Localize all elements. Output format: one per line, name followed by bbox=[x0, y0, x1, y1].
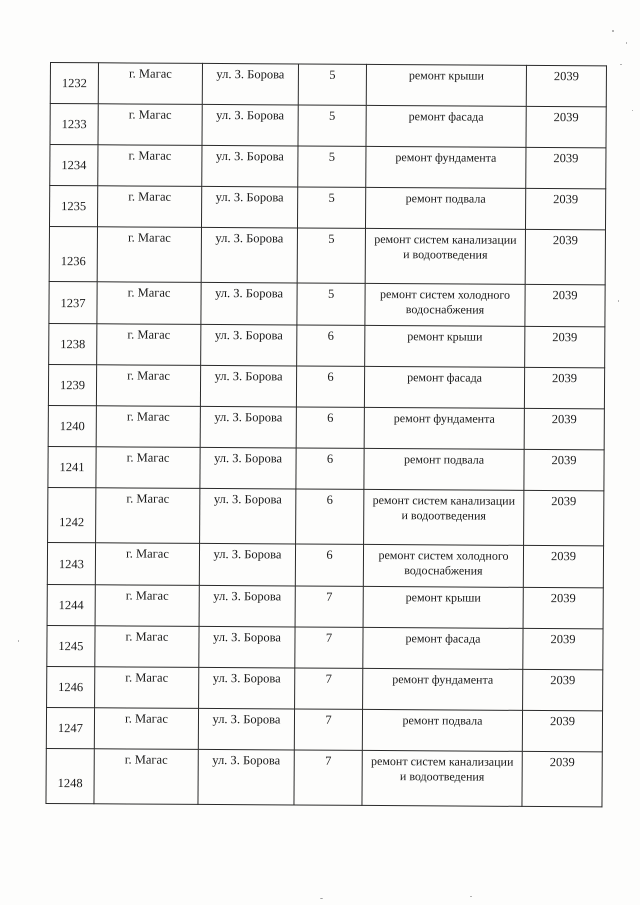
city-cell: г. Магас bbox=[96, 447, 200, 489]
table-row bbox=[48, 487, 604, 545]
work-type-cell: ремонт крыши bbox=[366, 64, 526, 106]
table-row bbox=[49, 323, 605, 367]
work-type-cell: ремонт подвала bbox=[364, 448, 524, 490]
house-number-cell: 7 bbox=[295, 668, 363, 709]
table-row bbox=[50, 104, 606, 148]
city-cell: г. Магас bbox=[96, 406, 200, 448]
year-cell: 2039 bbox=[523, 545, 603, 587]
work-type-cell: ремонт фундамента bbox=[364, 407, 524, 449]
house-number-cell: 7 bbox=[294, 709, 362, 750]
house-number-cell: 6 bbox=[295, 544, 363, 586]
table-row bbox=[49, 186, 605, 230]
year-cell: 2039 bbox=[522, 710, 602, 751]
work-type-cell: ремонт систем канализации и водоотведения bbox=[362, 750, 522, 806]
house-number-cell: 7 bbox=[294, 750, 362, 805]
year-cell: 2039 bbox=[523, 587, 603, 628]
street-cell: ул. З. Борова bbox=[200, 447, 296, 489]
table-row bbox=[49, 281, 605, 326]
scan-speck bbox=[18, 640, 19, 642]
city-cell: г. Магас bbox=[98, 104, 202, 146]
street-cell: ул. З. Борова bbox=[202, 104, 298, 146]
street-cell: ул. З. Борова bbox=[201, 227, 297, 283]
row-number: 1247 bbox=[46, 707, 94, 748]
year-cell: 2039 bbox=[525, 284, 605, 326]
row-number: 1244 bbox=[47, 584, 95, 625]
house-number-cell: 6 bbox=[296, 366, 364, 407]
work-type-cell: ремонт фасада bbox=[364, 366, 524, 408]
street-cell: ул. З. Борова bbox=[198, 708, 294, 750]
table-row bbox=[47, 666, 603, 710]
street-cell: ул. З. Борова bbox=[202, 145, 298, 187]
row-number: 1235 bbox=[49, 186, 97, 227]
year-cell: 2039 bbox=[524, 490, 604, 545]
scan-speck bbox=[626, 42, 627, 44]
year-cell: 2039 bbox=[524, 449, 604, 490]
year-cell: 2039 bbox=[524, 367, 604, 408]
scan-speck bbox=[618, 300, 619, 302]
work-type-cell: ремонт систем канализации и водоотведения bbox=[365, 228, 525, 284]
table-row bbox=[48, 446, 604, 490]
row-number: 1246 bbox=[47, 666, 95, 707]
street-cell: ул. З. Борова bbox=[201, 324, 297, 366]
table-row bbox=[46, 707, 602, 751]
city-cell: г. Магас bbox=[97, 186, 201, 228]
year-cell: 2039 bbox=[526, 147, 606, 188]
year-cell: 2039 bbox=[523, 628, 603, 669]
row-number: 1236 bbox=[49, 226, 97, 281]
work-type-cell: ремонт фундамента bbox=[363, 668, 523, 710]
city-cell: г. Магас bbox=[94, 749, 198, 805]
table-row bbox=[47, 584, 603, 628]
year-cell: 2039 bbox=[525, 229, 605, 284]
year-cell: 2039 bbox=[522, 751, 602, 806]
table-row bbox=[47, 542, 603, 587]
work-type-cell: ремонт подвала bbox=[365, 187, 525, 229]
year-cell: 2039 bbox=[526, 106, 606, 147]
scanned-page bbox=[45, 62, 606, 807]
house-number-cell: 6 bbox=[296, 448, 364, 489]
house-number-cell: 5 bbox=[297, 228, 365, 283]
year-cell: 2039 bbox=[524, 408, 604, 449]
scan-speck bbox=[320, 898, 323, 899]
street-cell: ул. З. Борова bbox=[200, 406, 296, 448]
row-number: 1240 bbox=[48, 405, 96, 446]
street-cell: ул. З. Борова bbox=[200, 488, 296, 544]
house-number-cell: 6 bbox=[297, 325, 365, 366]
house-number-cell: 5 bbox=[298, 105, 366, 146]
year-cell: 2039 bbox=[525, 326, 605, 367]
house-number-cell: 7 bbox=[295, 586, 363, 627]
street-cell: ул. З. Борова bbox=[199, 626, 295, 668]
house-number-cell: 5 bbox=[298, 146, 366, 187]
city-cell: г. Магас bbox=[98, 63, 202, 105]
street-cell: ул. З. Борова bbox=[199, 667, 295, 709]
city-cell: г. Магас bbox=[94, 708, 198, 750]
year-cell: 2039 bbox=[526, 65, 606, 106]
work-type-cell: ремонт систем канализации и водоотведения bbox=[364, 489, 524, 545]
work-type-cell: ремонт крыши bbox=[363, 586, 523, 628]
city-cell: г. Магас bbox=[96, 488, 200, 544]
city-cell: г. Магас bbox=[95, 543, 199, 586]
work-type-cell: ремонт фасада bbox=[366, 105, 526, 147]
street-cell: ул. З. Борова bbox=[198, 749, 294, 805]
table-row bbox=[48, 405, 604, 449]
house-number-cell: 6 bbox=[296, 407, 364, 448]
table-row bbox=[46, 748, 602, 806]
scan-speck bbox=[620, 64, 622, 65]
work-type-cell: ремонт фасада bbox=[363, 627, 523, 669]
house-number-cell: 5 bbox=[298, 64, 366, 105]
scan-speck bbox=[612, 30, 614, 32]
street-cell: ул. З. Борова bbox=[201, 186, 297, 228]
work-type-cell: ремонт подвала bbox=[362, 709, 522, 751]
city-cell: г. Магас bbox=[95, 667, 199, 709]
row-number: 1237 bbox=[49, 281, 97, 323]
row-number: 1232 bbox=[50, 63, 98, 104]
table-row bbox=[50, 145, 606, 189]
city-cell: г. Магас bbox=[95, 585, 199, 627]
street-cell: ул. З. Борова bbox=[202, 63, 298, 105]
house-number-cell: 6 bbox=[296, 489, 364, 544]
city-cell: г. Магас bbox=[95, 626, 199, 668]
street-cell: ул. З. Борова bbox=[200, 365, 296, 407]
work-type-cell: ремонт систем холодного водоснабжения bbox=[365, 283, 525, 326]
row-number: 1234 bbox=[50, 145, 98, 186]
work-type-cell: ремонт фундамента bbox=[366, 146, 526, 188]
table-body bbox=[46, 63, 607, 807]
table-row bbox=[47, 625, 603, 669]
work-type-cell: ремонт крыши bbox=[365, 325, 525, 367]
city-cell: г. Магас bbox=[98, 145, 202, 187]
scan-speck bbox=[632, 110, 633, 111]
street-cell: ул. З. Борова bbox=[199, 543, 295, 586]
city-cell: г. Магас bbox=[97, 324, 201, 366]
row-number: 1239 bbox=[48, 364, 96, 405]
work-type-cell: ремонт систем холодного водоснабжения bbox=[363, 544, 523, 587]
city-cell: г. Магас bbox=[96, 365, 200, 407]
house-number-cell: 5 bbox=[297, 283, 365, 325]
row-number: 1242 bbox=[48, 487, 96, 542]
table-row bbox=[48, 364, 604, 408]
row-number: 1241 bbox=[48, 446, 96, 487]
row-number: 1238 bbox=[49, 323, 97, 364]
house-number-cell: 7 bbox=[295, 627, 363, 668]
row-number: 1245 bbox=[47, 625, 95, 666]
repair-schedule-table bbox=[45, 62, 607, 807]
row-number: 1243 bbox=[47, 542, 95, 584]
city-cell: г. Магас bbox=[97, 282, 201, 325]
street-cell: ул. З. Борова bbox=[199, 585, 295, 627]
street-cell: ул. З. Борова bbox=[201, 282, 297, 325]
table-row bbox=[50, 63, 606, 107]
house-number-cell: 5 bbox=[297, 187, 365, 228]
year-cell: 2039 bbox=[523, 669, 603, 710]
row-number: 1248 bbox=[46, 748, 94, 803]
city-cell: г. Магас bbox=[97, 227, 201, 283]
year-cell: 2039 bbox=[525, 188, 605, 229]
scan-speck bbox=[470, 896, 472, 897]
row-number: 1233 bbox=[50, 104, 98, 145]
table-row bbox=[49, 226, 605, 284]
